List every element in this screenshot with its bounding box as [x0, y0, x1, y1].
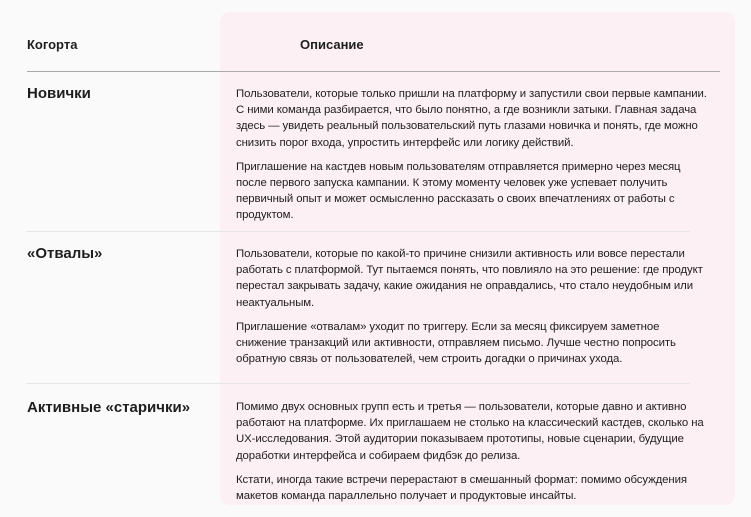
row-description-newcomers: [236, 86, 712, 232]
row-title-newcomers: Новички: [27, 85, 91, 102]
row-divider: [27, 383, 690, 384]
row-description-active-veterans: [236, 399, 712, 512]
description-paragraph: Пользователи, которые только пришли на платформу и запустили свои первые кампании. С ними команда разбирается, что было понятно, а где возникли затыки. Главная задача здесь — увидеть реальный пользовательский путь глазами новичка и понять, где можно снизить порог входа, упростить интерфейс или логику действий.: [236, 88, 707, 149]
header-description: Описание: [300, 37, 364, 52]
header-cohort: Когорта: [27, 37, 78, 52]
description-paragraph: Приглашение «отвалам» уходит по триггеру. Если за месяц фиксируем заметное снижение транзакций или активности, отправляем письмо. Лучше честно попросить обратную связь от пользователей, чем строить догадки о причинах ухода.: [236, 320, 676, 366]
row-divider: [27, 231, 690, 232]
row-description-churned: [236, 246, 712, 375]
description-paragraph: Помимо двух основных групп есть и третья — пользователи, которые давно и активно работают на платформе. Их приглашаем не столько на классический кастдев, сколько на UX-исследования. Этой аудитории показываем прототипы, новые сценарии, будущие доработки интерфейса и собираем фидбэк до релиза.: [236, 401, 704, 462]
description-paragraph: Кстати, иногда такие встречи перерастают в смешанный формат: помимо обсуждения макетов команда параллельно получает и продуктовые инсайты.: [236, 473, 687, 503]
header-divider: [27, 71, 720, 72]
row-title-active-veterans: Активные «старички»: [27, 399, 191, 416]
description-paragraph: Пользователи, которые по какой-то причине снизили активность или вовсе перестали работать с платформой. Тут пытаемся понять, что повлияло на это решение: где продукт перестал закрывать задачу, какие ожидания не оправдались, что стало неудобным или неактуальным.: [236, 248, 703, 309]
row-title-churned: «Отвалы»: [27, 245, 103, 262]
description-paragraph: Приглашение на кастдев новым пользователям отправляется примерно через месяц после первого запуска кампании. К этому моменту человек уже успевает получить первичный опыт и может осмысленно рассказать о своих впечатлениях от работы с продуктом.: [236, 160, 681, 222]
